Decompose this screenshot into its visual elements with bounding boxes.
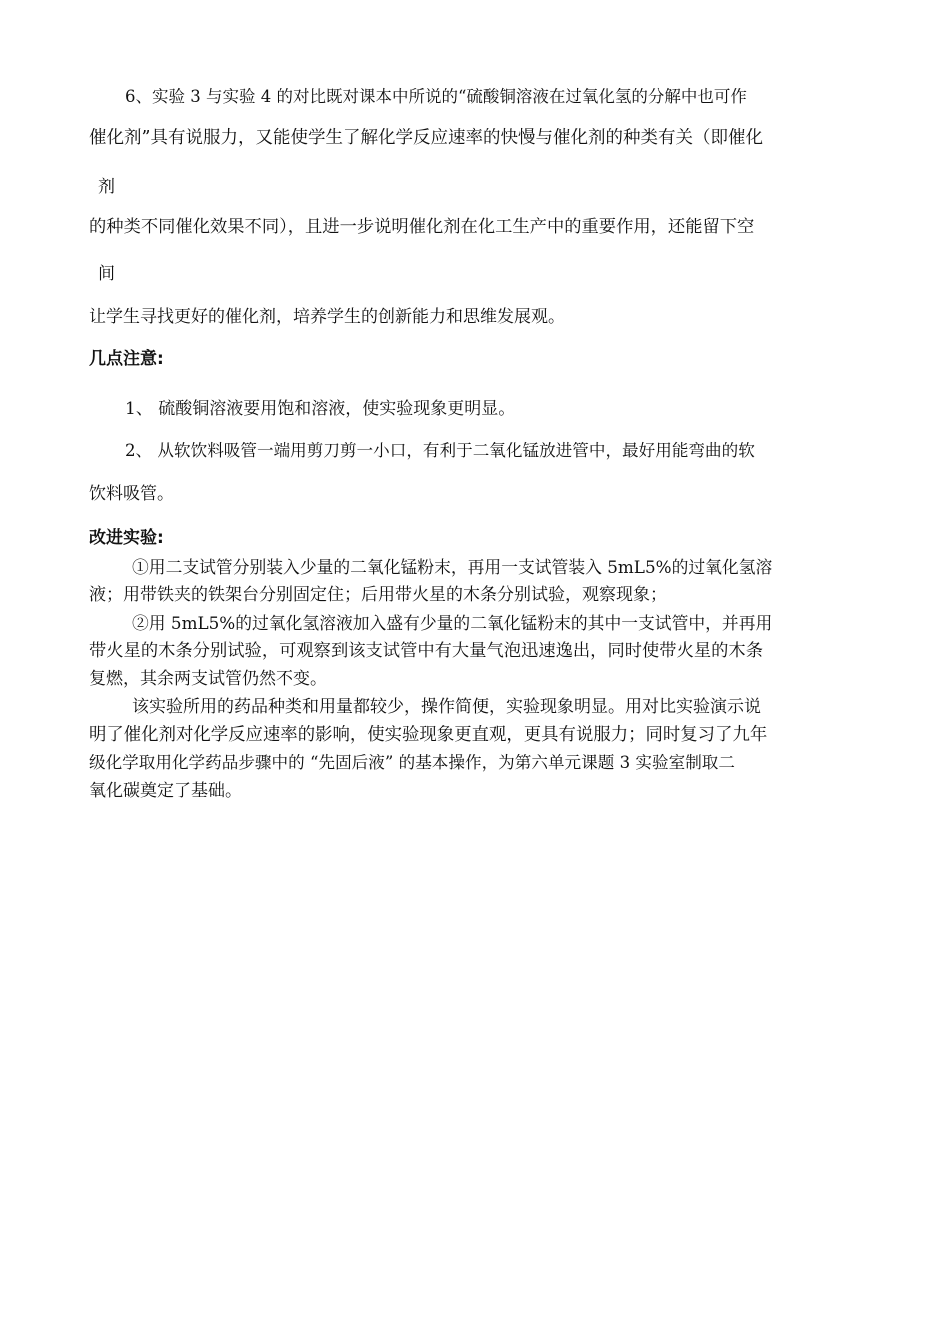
- improved-p2-line1: ②用 5mL5%的过氧化氢溶液加入盛有少量的二氧化锰粉末的其中一支试管中，并再用: [132, 613, 773, 633]
- improved-p3-line4: 氧化碳奠定了基础。: [89, 781, 242, 801]
- improved-p1-line2: 液；用带铁夹的铁架台分别固定住；后用带火星的木条分别试验，观察现象；: [89, 585, 667, 605]
- improved-heading: 改进实验:: [89, 528, 164, 548]
- section6-line1: 6、实验 3 与实验 4 的对比既对课本中所说的“硫酸铜溶液在过氧化氢的分解中也可作: [125, 87, 747, 106]
- notes-heading: 几点注意:: [89, 349, 164, 369]
- improved-p2-line3: 复燃，其余两支试管仍然不变。: [89, 669, 327, 689]
- improved-p3-line2: 明了催化剂对化学反应速率的影响，使实验现象更直观，更具有说服力；同时复习了九年: [89, 725, 768, 745]
- notes-item-2-line1: 2、 从软饮料吸管一端用剪刀剪一小口，有利于二氧化锰放进管中，最好用能弯曲的软: [125, 441, 755, 460]
- improved-p2-line2: 带火星的木条分别试验，可观察到该支试管中有大量气泡迅速逸出，同时使带火星的木条: [89, 641, 763, 661]
- section6-line2: 催化剂”具有说服力，又能使学生了解化学反应速率的快慢与催化剂的种类有关（即催化: [89, 128, 763, 148]
- notes-item-2-line2: 饮料吸管。: [89, 484, 174, 504]
- section6-line4: 的种类不同催化效果不同），且进一步说明催化剂在化工生产中的重要作用，还能留下空: [89, 217, 755, 237]
- notes-item-1: 1、 硫酸铜溶液要用饱和溶液，使实验现象更明显。: [125, 399, 516, 419]
- section6-line6: 让学生寻找更好的催化剂，培养学生的创新能力和思维发展观。: [89, 307, 565, 327]
- section6-line3: 剂: [98, 177, 115, 197]
- section6-line5: 间: [98, 264, 115, 284]
- improved-p1-line1: ①用二支试管分别装入少量的二氧化锰粉末，再用一支试管装入 5mL5%的过氧化氢溶: [132, 557, 773, 577]
- improved-p3-line1: 该实验所用的药品种类和用量都较少，操作简便，实验现象明显。用对比实验演示说: [132, 697, 761, 717]
- improved-p3-line3: 级化学取用化学药品步骤中的 “先固后液” 的基本操作，为第六单元课题 3 实验室制取二: [89, 753, 735, 772]
